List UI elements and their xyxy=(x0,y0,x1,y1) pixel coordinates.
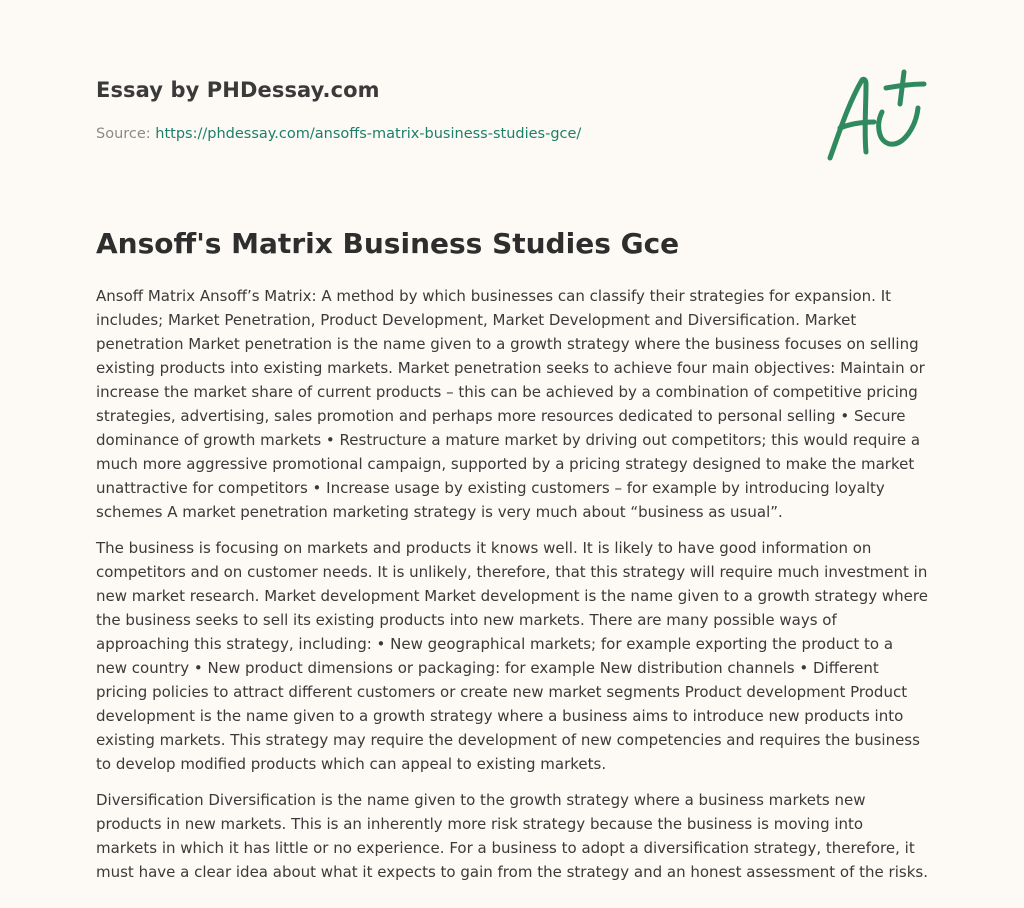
article-title: Ansoff's Matrix Business Studies Gce xyxy=(96,227,680,260)
a-plus-logo-icon xyxy=(822,66,932,166)
article-paragraph: Diversification Diversification is the name given to the growth strategy where a business markets new products in new markets. This is an inherently more risk strategy because the business is moving into markets in which it has little or no experience. For a business to adopt a diversification strategy, therefore, it must have a clear idea about what it expects to gain from the strategy and an honest assessment of the risks. xyxy=(96,791,928,881)
page-header xyxy=(96,74,796,142)
source-label: Source: xyxy=(96,126,156,142)
source-link[interactable]: https://phdessay.com/ansoffs-matrix-business-studies-gce/ xyxy=(155,126,582,142)
source-line xyxy=(96,124,581,144)
article-paragraph: The business is focusing on markets and products it knows well. It is likely to have good information on competitors and on customer needs. It is unlikely, therefore, that this strategy will require much investment in new market research. Market development Market development is the name given to a growth strategy where the business seeks to sell its existing products into new markets. There are many possible ways of approaching this strategy, including: • New geographical markets; for example exporting the product to a new country • New product dimensions or packaging: for example New distribution channels • Different pricing policies to attract different customers or create new market segments Product development Product development is the name given to a growth strategy where a business aims to introduce new products into existing markets. This strategy may require the development of new competencies and requires the business to develop modified products which can appeal to existing markets. xyxy=(96,539,928,773)
article-paragraph: Ansoff Matrix Ansoff’s Matrix: A method by which businesses can classify their strategies for expansion. It includes; Market Penetration, Product Development, Market Development and Diversification. Market penetration Market penetration is the name given to a growth strategy where the business focuses on selling existing products into existing markets. Market penetration seeks to achieve four main objectives: Maintain or increase the market share of current products – this can be achieved by a combination of competitive pricing strategies, advertising, sales promotion and perhaps more resources dedicated to personal selling • Secure dominance of growth markets • Restructure a mature market by driving out competitors; this would require a much more aggressive promotional campaign, supported by a pricing strategy designed to make the market unattractive for competitors • Increase usage by existing customers – for example by introducing loyalty schemes A market penetration marketing strategy is very much about “business as usual”. xyxy=(96,287,925,521)
article-body xyxy=(96,284,928,896)
site-name[interactable]: Essay by PHDessay.com xyxy=(96,78,380,102)
